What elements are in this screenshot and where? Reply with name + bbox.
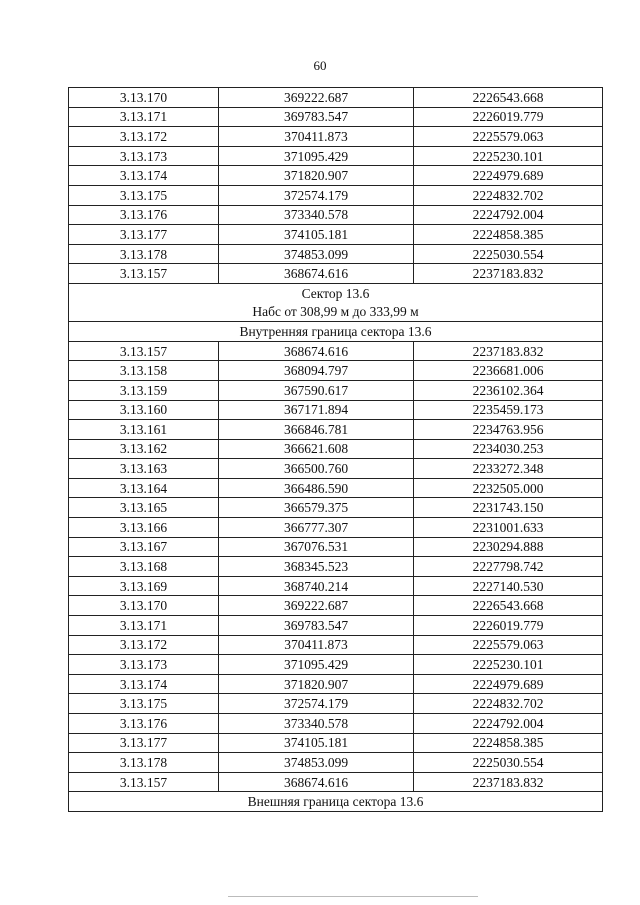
table-row [69,127,603,147]
table-row [69,557,603,577]
x-coordinate-cell: 374105.181 [219,733,414,753]
table-row [69,714,603,734]
x-coordinate-cell: 372574.179 [219,694,414,714]
point-number-cell: 3.13.172 [69,635,219,655]
y-coordinate-cell: 2224832.702 [414,694,603,714]
table-row [69,596,603,616]
y-coordinate-cell: 2227140.530 [414,576,603,596]
point-number-cell: 3.13.157 [69,341,219,361]
x-coordinate-cell: 370411.873 [219,127,414,147]
x-coordinate-cell: 367590.617 [219,380,414,400]
y-coordinate-cell: 2237183.832 [414,341,603,361]
y-coordinate-cell: 2227798.742 [414,557,603,577]
table-row [69,146,603,166]
y-coordinate-cell: 2237183.832 [414,772,603,792]
point-number-cell: 3.13.159 [69,380,219,400]
point-number-cell: 3.13.175 [69,185,219,205]
x-coordinate-cell: 366777.307 [219,518,414,538]
x-coordinate-cell: 374853.099 [219,244,414,264]
y-coordinate-cell: 2236681.006 [414,361,603,381]
x-coordinate-cell: 369222.687 [219,596,414,616]
table-row [69,166,603,186]
y-coordinate-cell: 2232505.000 [414,478,603,498]
point-number-cell: 3.13.169 [69,576,219,596]
point-number-cell: 3.13.170 [69,88,219,108]
y-coordinate-cell: 2225030.554 [414,244,603,264]
outer-boundary-label: Внешняя граница сектора 13.6 [69,792,603,812]
y-coordinate-cell: 2224858.385 [414,733,603,753]
table-row [69,205,603,225]
x-coordinate-cell: 370411.873 [219,635,414,655]
table-row [69,674,603,694]
sector-footer-group [69,792,603,812]
x-coordinate-cell: 371095.429 [219,146,414,166]
table-row [69,478,603,498]
table-row [69,400,603,420]
outer-boundary-row [69,792,603,812]
table-row [69,380,603,400]
page-number: 60 [313,58,327,73]
y-coordinate-cell: 2225230.101 [414,146,603,166]
x-coordinate-cell: 373340.578 [219,205,414,225]
point-number-cell: 3.13.158 [69,361,219,381]
x-coordinate-cell: 368674.616 [219,772,414,792]
y-coordinate-cell: 2224979.689 [414,674,603,694]
point-number-cell: 3.13.163 [69,459,219,479]
y-coordinate-cell: 2224792.004 [414,205,603,225]
point-number-cell: 3.13.178 [69,244,219,264]
x-coordinate-cell: 371820.907 [219,166,414,186]
y-coordinate-cell: 2233272.348 [414,459,603,479]
point-number-cell: 3.13.176 [69,714,219,734]
point-number-cell: 3.13.167 [69,537,219,557]
y-coordinate-cell: 2235459.173 [414,400,603,420]
x-coordinate-cell: 368094.797 [219,361,414,381]
point-number-cell: 3.13.168 [69,557,219,577]
x-coordinate-cell: 368345.523 [219,557,414,577]
x-coordinate-cell: 366621.608 [219,439,414,459]
point-number-cell: 3.13.175 [69,694,219,714]
point-number-cell: 3.13.160 [69,400,219,420]
y-coordinate-cell: 2224858.385 [414,225,603,245]
point-number-cell: 3.13.171 [69,107,219,127]
y-coordinate-cell: 2226019.779 [414,616,603,636]
table-row [69,655,603,675]
y-coordinate-cell: 2230294.888 [414,537,603,557]
point-number-cell: 3.13.176 [69,205,219,225]
table-row [69,185,603,205]
y-coordinate-cell: 2226543.668 [414,596,603,616]
table-row [69,264,603,284]
table-row [69,244,603,264]
y-coordinate-cell: 2224792.004 [414,714,603,734]
table-row [69,753,603,773]
inner-rows-group [69,341,603,792]
point-number-cell: 3.13.171 [69,616,219,636]
y-coordinate-cell: 2236102.364 [414,380,603,400]
y-coordinate-cell: 2226543.668 [414,88,603,108]
x-coordinate-cell: 371095.429 [219,655,414,675]
x-coordinate-cell: 367171.894 [219,400,414,420]
scan-edge-line [228,896,478,897]
x-coordinate-cell: 374853.099 [219,753,414,773]
point-number-cell: 3.13.174 [69,166,219,186]
x-coordinate-cell: 369222.687 [219,88,414,108]
y-coordinate-cell: 2225579.063 [414,127,603,147]
table-row [69,537,603,557]
table-row [69,459,603,479]
point-number-cell: 3.13.170 [69,596,219,616]
point-number-cell: 3.13.164 [69,478,219,498]
sector-height-range: Набс от 308,99 м до 333,99 м [69,303,603,322]
table-row [69,341,603,361]
top-rows-group [69,88,603,284]
table-row [69,576,603,596]
table-row [69,107,603,127]
sector-title: Сектор 13.6 [69,283,603,302]
y-coordinate-cell: 2231743.150 [414,498,603,518]
y-coordinate-cell: 2225230.101 [414,655,603,675]
table-row [69,498,603,518]
y-coordinate-cell: 2237183.832 [414,264,603,284]
y-coordinate-cell: 2225030.554 [414,753,603,773]
table-row [69,88,603,108]
point-number-cell: 3.13.173 [69,146,219,166]
point-number-cell: 3.13.161 [69,420,219,440]
point-number-cell: 3.13.165 [69,498,219,518]
y-coordinate-cell: 2234763.956 [414,420,603,440]
table-row [69,518,603,538]
y-coordinate-cell: 2225579.063 [414,635,603,655]
y-coordinate-cell: 2231001.633 [414,518,603,538]
point-number-cell: 3.13.174 [69,674,219,694]
x-coordinate-cell: 366579.375 [219,498,414,518]
x-coordinate-cell: 371820.907 [219,674,414,694]
sector-height-row [69,303,603,322]
x-coordinate-cell: 373340.578 [219,714,414,734]
x-coordinate-cell: 374105.181 [219,225,414,245]
x-coordinate-cell: 366500.760 [219,459,414,479]
point-number-cell: 3.13.178 [69,753,219,773]
x-coordinate-cell: 366846.781 [219,420,414,440]
inner-boundary-row [69,322,603,342]
point-number-cell: 3.13.166 [69,518,219,538]
y-coordinate-cell: 2224832.702 [414,185,603,205]
x-coordinate-cell: 366486.590 [219,478,414,498]
point-number-cell: 3.13.162 [69,439,219,459]
y-coordinate-cell: 2234030.253 [414,439,603,459]
table-row [69,694,603,714]
table-row [69,420,603,440]
point-number-cell: 3.13.172 [69,127,219,147]
table-row [69,733,603,753]
table-row [69,635,603,655]
y-coordinate-cell: 2224979.689 [414,166,603,186]
point-number-cell: 3.13.173 [69,655,219,675]
x-coordinate-cell: 369783.547 [219,616,414,636]
point-number-cell: 3.13.157 [69,772,219,792]
x-coordinate-cell: 367076.531 [219,537,414,557]
x-coordinate-cell: 369783.547 [219,107,414,127]
point-number-cell: 3.13.177 [69,225,219,245]
point-number-cell: 3.13.177 [69,733,219,753]
y-coordinate-cell: 2226019.779 [414,107,603,127]
inner-boundary-label: Внутренняя граница сектора 13.6 [69,322,603,342]
table-row [69,616,603,636]
x-coordinate-cell: 372574.179 [219,185,414,205]
table-row [69,361,603,381]
sector-header-group [69,283,603,341]
point-number-cell: 3.13.157 [69,264,219,284]
sector-title-row [69,283,603,302]
x-coordinate-cell: 368674.616 [219,264,414,284]
coordinates-table [68,87,603,812]
table-row [69,772,603,792]
x-coordinate-cell: 368740.214 [219,576,414,596]
table-row [69,225,603,245]
table-row [69,439,603,459]
x-coordinate-cell: 368674.616 [219,341,414,361]
